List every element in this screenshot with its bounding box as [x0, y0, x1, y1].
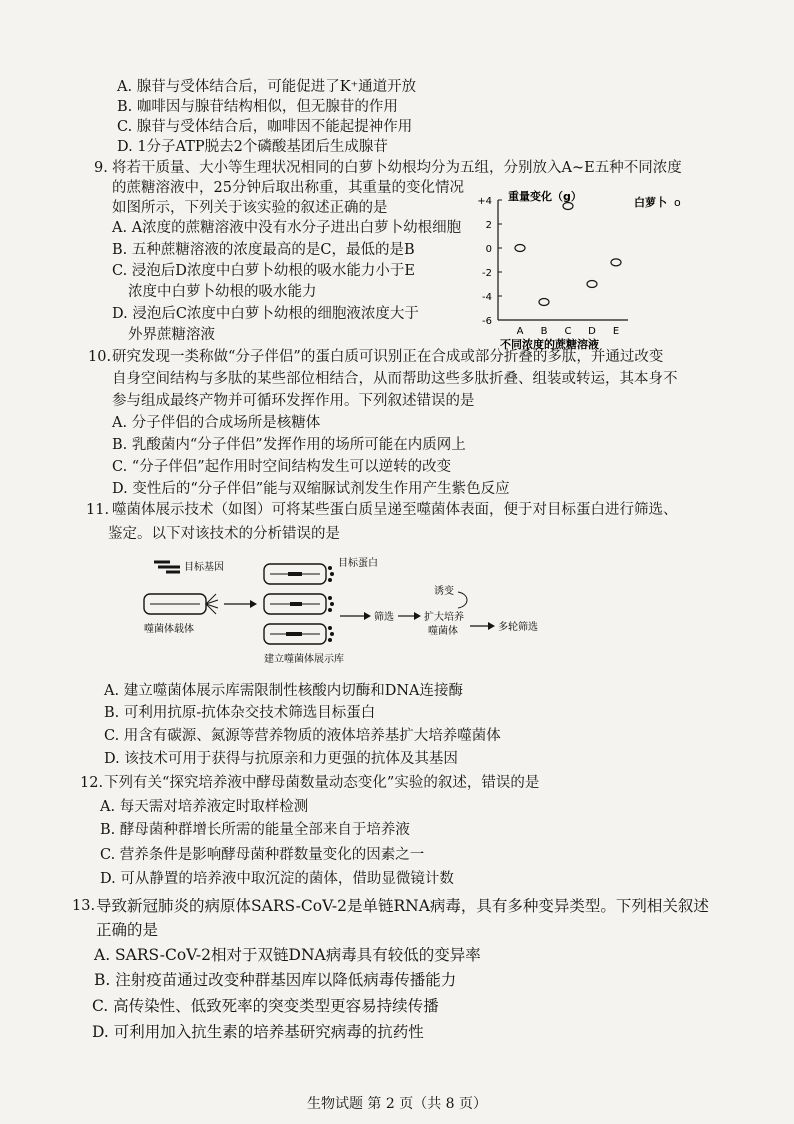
q9-stem-line1: 将若干质量、大小等生理状况相同的白萝卜幼根均分为五组，分别放入A~E五种不同浓度: [112, 160, 682, 176]
mutate-label: 诱变: [434, 586, 454, 597]
q12-stem: 下列有关“探究培养液中酵母菌数量动态变化”实验的叙述，错误的是: [104, 775, 540, 791]
q9-option-d-line2: 外界蔗糖溶液: [128, 327, 215, 343]
expand-label: 扩大培养: [424, 612, 464, 623]
y-tick-label: -4: [482, 292, 492, 303]
expand-phage-label: 噬菌体: [428, 626, 458, 637]
q10-option-b: B. 乳酸菌内“分子伴侣”发挥作用的场所可能在内质网上: [112, 437, 466, 453]
q8-option-a: A. 腺苷与受体结合后，可能促进了K⁺通道开放: [117, 79, 417, 95]
x-tick-label: A: [516, 326, 524, 337]
q8-option-c: C. 腺苷与受体结合后，咖啡因不能起提神作用: [117, 119, 413, 135]
q10-number: 10.: [88, 349, 112, 365]
arrow-head-4: [488, 622, 495, 630]
chart-legend: [634, 195, 681, 209]
q10-stem-line3: 参与组成最终产物并可循环发挥作用。下列叙述错误的是: [112, 393, 475, 409]
phage-display-figure: [140, 556, 560, 682]
arrow-head-2: [364, 612, 371, 620]
q10-stem-line2: 自身空间结构与多肽的某些部位相结合，从而帮助这些多肽折叠、组装或转运，其本身不: [112, 371, 678, 387]
data-point-C: [563, 203, 573, 210]
q12-option-c: C. 营养条件是影响酵母菌种群数量变化的因素之一: [100, 847, 425, 863]
q12-number: 12.: [80, 775, 104, 791]
q10-stem-line1: 研究发现一类称做“分子伴侣”的蛋白质可识别正在合成或部分折叠的多肽，并通过改变: [112, 349, 664, 365]
q11-option-a: A. 建立噬菌体展示库需限制性核酸内切酶和DNA连接酶: [104, 683, 463, 699]
q10-option-d: D. 变性后的“分子伴侣”能与双缩脲试剂发生作用产生紫色反应: [112, 481, 510, 497]
q11-stem-line2: 鉴定。以下对该技术的分析错误的是: [108, 526, 340, 542]
x-tick-label: E: [612, 326, 620, 337]
page-footer: 生物试题 第 2 页（共 8 页）: [306, 1096, 488, 1112]
data-point-A: [515, 245, 525, 252]
q12-option-a: A. 每天需对培养液定时取样检测: [100, 799, 309, 815]
mutate-loop-arrow: [458, 592, 467, 608]
data-point-B: [539, 299, 549, 306]
q9-stem-line3: 如图所示，下列关于该实验的叙述正确的是: [112, 200, 388, 216]
q11-option-b: B. 可利用抗原-抗体杂交技术筛选目标蛋白: [104, 705, 376, 721]
target-gene-label: 目标基因: [184, 562, 224, 573]
q12-option-d: D. 可从静置的培养液中取沉淀的菌体，借助显微镜计数: [100, 871, 454, 887]
q11-number: 11.: [86, 502, 110, 518]
legend-label: 白萝卜: [634, 196, 667, 209]
legend-marker: o: [674, 196, 681, 209]
screen-label: 筛选: [374, 612, 394, 623]
q9-option-c-line1: C. 浸泡后D浓度中白萝卜幼根的吸水能力小于E: [112, 263, 416, 279]
q13-option-c: C. 高传染性、低致死率的突变类型更容易持续传播: [92, 997, 439, 1015]
target-protein-label: 目标蛋白: [338, 558, 378, 569]
arrow-head-3: [414, 612, 421, 620]
q13-option-d: D. 可利用加入抗生素的培养基研究病毒的抗药性: [92, 1023, 424, 1041]
q13-stem-line2: 正确的是: [96, 921, 159, 939]
x-axis-label: 不同浓度的蔗糖溶液: [500, 338, 599, 351]
q9-option-a: A. A浓度的蔗糖溶液中没有水分子进出白萝卜幼根细胞: [112, 220, 462, 236]
q9-option-b: B. 五种蔗糖溶液的浓度最高的是C，最低的是B: [112, 242, 415, 258]
y-tick-label: +4: [477, 196, 492, 207]
y-tick-label: 0: [485, 244, 492, 255]
q11-option-c: C. 用含有碳源、氮源等营养物质的液体培养基扩大培养噬菌体: [104, 728, 501, 744]
q10-option-a: A. 分子伴侣的合成场所是核糖体: [112, 415, 321, 431]
multi-round-label: 多轮筛选: [498, 622, 538, 633]
arrow-head-1: [250, 600, 257, 608]
data-point-D: [587, 281, 597, 288]
q12-option-b: B. 酵母菌种群增长所需的能量全部来自于培养液: [100, 822, 410, 838]
q9-option-c-line2: 浓度中白萝卜幼根的吸水能力: [128, 284, 317, 300]
library-label: 建立噬菌体展示库: [264, 654, 344, 665]
phage-vector-label: 噬菌体载体: [144, 624, 194, 635]
data-point-E: [611, 259, 621, 266]
q8-option-b: B. 咖啡因与腺苷结构相似，但无腺苷的作用: [117, 99, 398, 115]
weight-change-chart: [468, 186, 708, 354]
q9-option-d-line1: D. 浸泡后C浓度中白萝卜幼根的细胞液浓度大于: [112, 306, 419, 322]
q13-number: 13.: [72, 898, 96, 914]
q9-stem-line2: 的蔗糖溶液中，25分钟后取出称重，其重量的变化情况: [112, 180, 464, 196]
q10-option-c: C. “分子伴侣”起作用时空间结构发生可以逆转的改变: [112, 459, 452, 475]
q9-number: 9.: [94, 160, 108, 176]
phage-vector: [144, 594, 218, 614]
q11-stem-line1: 噬菌体展示技术（如图）可将某些蛋白质呈递至噬菌体表面，便于对目标蛋白进行筛选、: [112, 502, 678, 518]
y-tick-label: -6: [482, 316, 492, 327]
q13-option-b: B. 注射疫苗通过改变种群基因库以降低病毒传播能力: [94, 971, 457, 989]
phage-library: [264, 564, 334, 644]
y-tick-label: 2: [485, 220, 492, 231]
x-tick-label: D: [588, 326, 596, 337]
x-tick-label: B: [540, 326, 548, 337]
q8-option-d: D. 1分子ATP脱去2个磷酸基团后生成腺苷: [117, 139, 388, 155]
x-tick-label: C: [564, 326, 572, 337]
q11-option-d: D. 该技术可用于获得与抗原亲和力更强的抗体及其基因: [104, 751, 458, 767]
target-gene-fragments: [154, 562, 180, 572]
y-tick-label: -2: [482, 268, 492, 279]
chart-title: 重量变化（g）: [508, 190, 582, 203]
q13-option-a: A. SARS-CoV-2相对于双链DNA病毒具有较低的变异率: [94, 946, 481, 964]
q13-stem-line1: 导致新冠肺炎的病原体SARS-CoV-2是单链RNA病毒，具有多种变异类型。下列相关叙述: [96, 897, 709, 915]
